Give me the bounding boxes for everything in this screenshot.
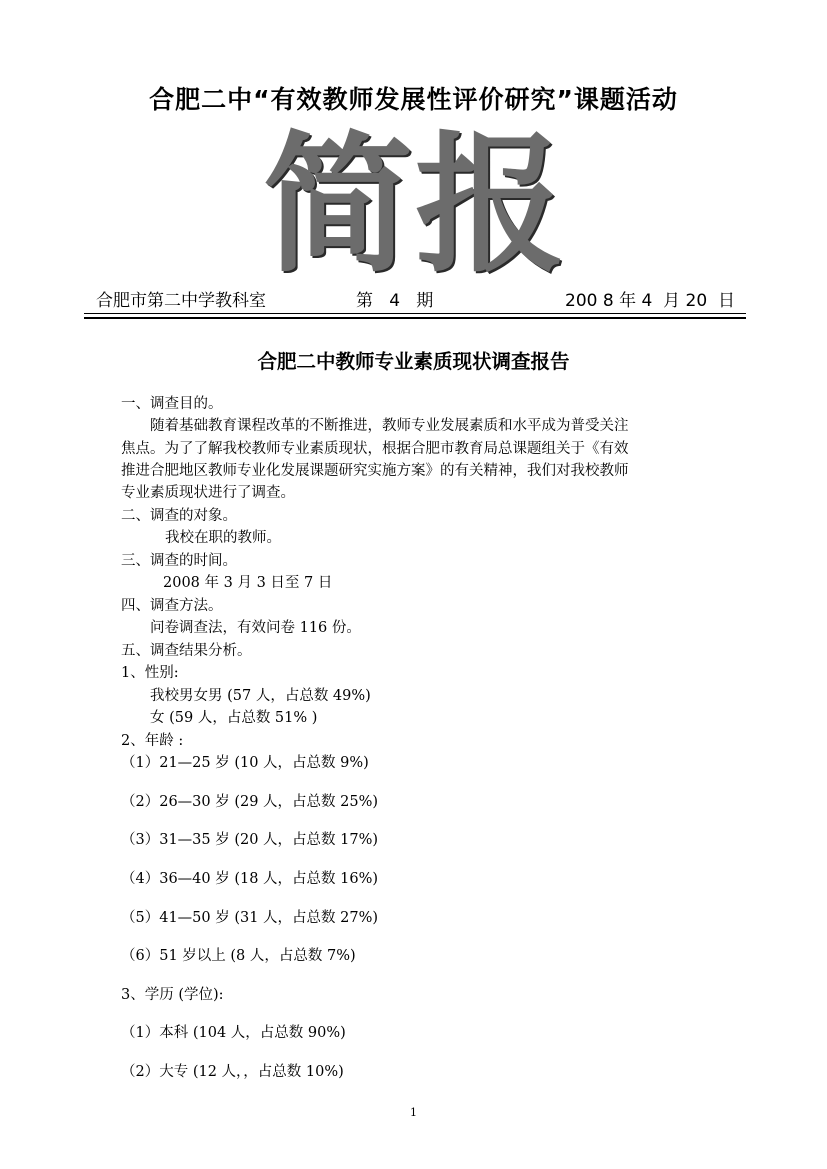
section4-heading: 四、调查方法。 <box>121 598 223 614</box>
section1-line-2: 焦点。为了了解我校教师专业素质现状，根据合肥市教育局总课题组关于《有效 <box>121 441 629 457</box>
section2-heading: 二、调查的对象。 <box>121 508 237 524</box>
age-item: （4）36—40 岁 (18 人，占总数 16%) <box>121 871 379 887</box>
page-number: 1 <box>410 1106 417 1119</box>
section3-body: 2008 年 3 月 3 日至 7 日 <box>163 575 333 591</box>
issue-date: 200 8 年 4 月 20 日 <box>565 291 735 311</box>
section5-heading: 五、调查结果分析。 <box>121 643 252 659</box>
education-item: （1）本科 (104 人，占总数 90%) <box>121 1025 346 1041</box>
education-heading: 3、学历 (学位): <box>121 987 224 1003</box>
newsletter-big-title: 简报 <box>262 117 567 293</box>
section4-body: 问卷调查法，有效问卷 116 份。 <box>150 620 361 636</box>
section1-line-4: 专业素质现状进行了调查。 <box>121 485 295 501</box>
org-name: 合肥市第二中学教科室 <box>96 291 266 311</box>
header-rule-thin <box>84 313 746 314</box>
section1-heading: 一、调查目的。 <box>121 396 223 412</box>
gender-male: 我校男女男 (57 人，占总数 49%) <box>150 688 371 704</box>
section3-heading: 三、调查的时间。 <box>121 553 237 569</box>
gender-heading: 1、性别: <box>121 665 179 681</box>
section1-line-3: 推进合肥地区教师专业化发展课题研究实施方案》的有关精神，我们对我校教师 <box>121 463 629 479</box>
age-item: （5）41—50 岁 (31 人，占总数 27%) <box>121 910 379 926</box>
issue-number: 第 4 期 <box>356 291 434 311</box>
gender-female: 女 (59 人，占总数 51% ) <box>150 710 318 726</box>
age-item: （2）26—30 岁 (29 人，占总数 25%) <box>121 794 379 810</box>
newsletter-header-title: 合肥二中“有效教师发展性评价研究”课题活动 <box>149 85 678 114</box>
section1-line-1: 随着基础教育课程改革的不断推进，教师专业发展素质和水平成为普受关注 <box>150 418 629 434</box>
age-heading: 2、年龄 : <box>121 733 184 749</box>
education-item: （2）大专 (12 人，，占总数 10%) <box>121 1064 344 1080</box>
age-item: （6）51 岁以上 (8 人，占总数 7%) <box>121 948 356 964</box>
report-title: 合肥二中教师专业素质现状调查报告 <box>257 350 570 373</box>
header-rule-thick <box>84 317 746 319</box>
age-item: （3）31—35 岁 (20 人，占总数 17%) <box>121 832 379 848</box>
age-item: （1）21—25 岁 (10 人，占总数 9%) <box>121 755 369 771</box>
section2-body: 我校在职的教师。 <box>165 530 281 546</box>
